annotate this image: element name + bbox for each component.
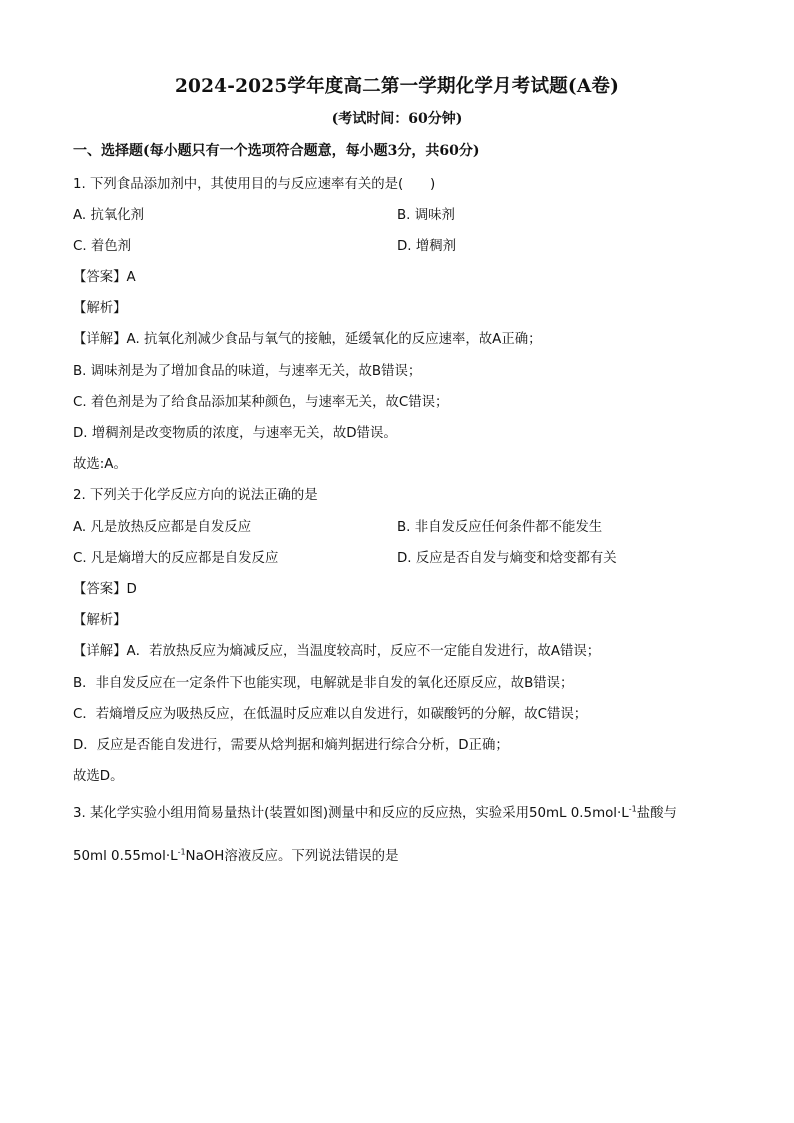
q1-conclusion: 故选:A。 [73,457,127,472]
q2-detail-line: D．反应是否能自发进行，需要从焓判据和熵判据进行综合分析，D正确； [73,738,509,753]
q3-stem-text: 50ml 0.55mol·L [73,849,178,864]
question-1-stem: 1. 下列食品添加剂中，其使用目的与反应速率有关的是( ) [73,177,436,192]
q2-option-b: B. 非自发反应任何条件都不能发生 [397,520,603,535]
q2-option-d: D. 反应是否自发与熵变和焓变都有关 [397,551,617,566]
q2-option-a: A. 凡是放热反应都是自发反应 [73,520,252,535]
page-title: 2024-2025学年度高二第一学期化学月考试题(A卷) [174,76,620,97]
q2-detail-line: 【详解】A．若放热反应为熵减反应，当温度较高时，反应不一定能自发进行，故A错误； [73,644,601,659]
q2-conclusion: 故选D。 [73,769,124,784]
q3-unit-exponent: -1 [177,847,186,857]
q1-option-b: B. 调味剂 [397,208,455,223]
question-3-stem-line-2 [73,845,398,864]
q3-stem-text: 3. 某化学实验小组用简易量热计(装置如图)测量中和反应的反应热，实验采用50mL 0.5mol·L [73,806,629,821]
exam-duration: (考试时间：60分钟) [331,111,463,127]
q3-stem-text: NaOH溶液反应。下列说法错误的是 [185,849,399,864]
q2-option-c: C. 凡是熵增大的反应都是自发反应 [73,551,279,566]
q1-option-c: C. 着色剂 [73,239,132,254]
question-2-stem: 2. 下列关于化学反应方向的说法正确的是 [73,488,318,503]
q3-stem-text: 盐酸与 [636,806,677,821]
q1-detail-line: B. 调味剂是为了增加食品的味道，与速率无关，故B错误； [73,364,422,379]
q1-detail-line: D. 增稠剂是改变物质的浓度，与速率无关，故D错误。 [73,426,397,441]
q1-answer: 【答案】A [73,270,136,285]
q1-option-a: A. 抗氧化剂 [73,208,144,223]
section-heading: 一、选择题(每小题只有一个选项符合题意，每小题3分，共60分) [73,143,480,159]
q1-option-d: D. 增稠剂 [397,239,456,254]
question-3-stem-line-1 [73,802,677,821]
q3-unit-exponent: -1 [628,804,637,814]
q1-analysis-label: 【解析】 [73,301,127,316]
q1-detail-line: 【详解】A. 抗氧化剂减少食品与氧气的接触，延缓氧化的反应速率，故A正确； [73,332,542,347]
q2-detail-line: B．非自发反应在一定条件下也能实现，电解就是非自发的氧化还原反应，故B错误； [73,676,574,691]
q2-answer: 【答案】D [73,582,137,597]
q1-detail-line: C. 着色剂是为了给食品添加某种颜色，与速率无关，故C错误； [73,395,449,410]
q2-detail-line: C．若熵增反应为吸热反应，在低温时反应难以自发进行，如碳酸钙的分解，故C错误； [73,707,588,722]
q2-analysis-label: 【解析】 [73,613,127,628]
